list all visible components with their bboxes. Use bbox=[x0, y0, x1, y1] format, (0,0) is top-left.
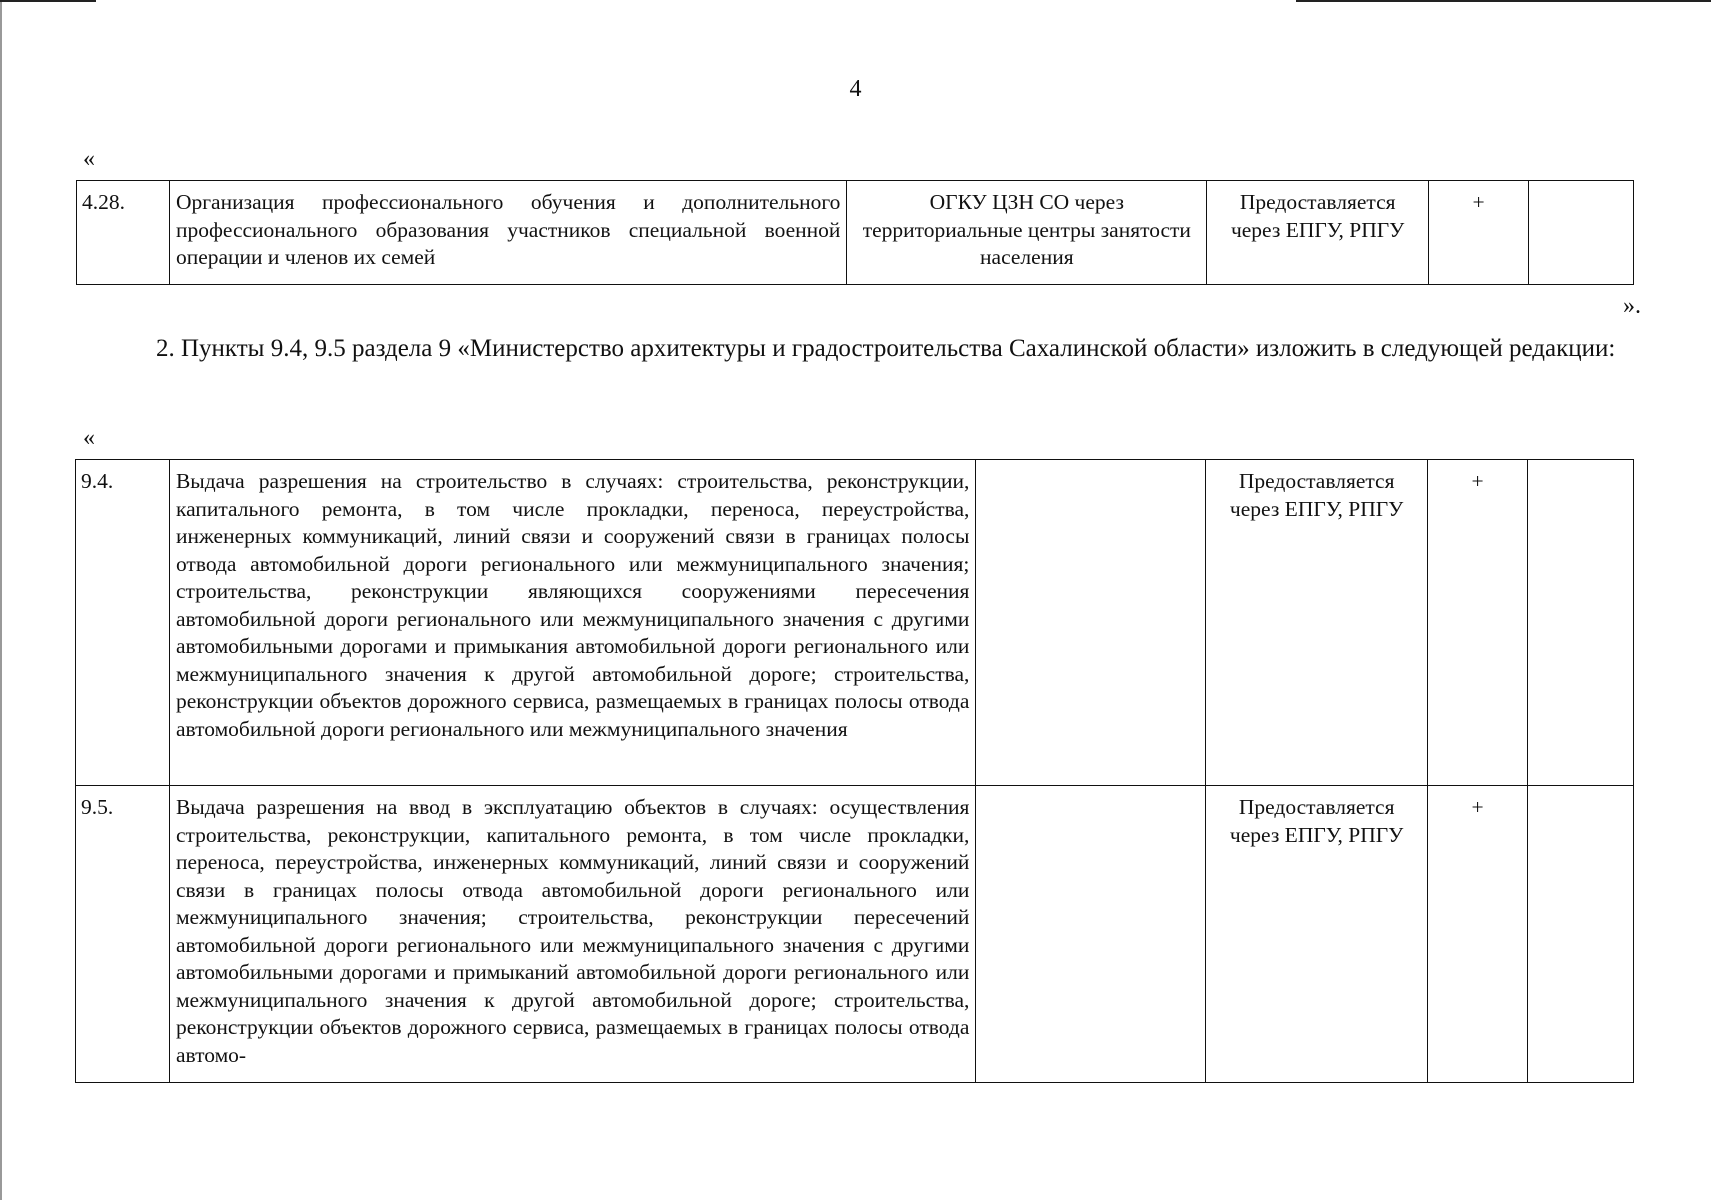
responsible-organization bbox=[976, 460, 1206, 786]
scan-mark bbox=[0, 0, 96, 2]
opening-quote: « bbox=[83, 425, 95, 451]
table-row bbox=[76, 786, 1634, 1083]
plus-mark: + bbox=[1428, 786, 1528, 1083]
empty-cell bbox=[1528, 460, 1634, 786]
plus-mark: + bbox=[1428, 460, 1528, 786]
table-row bbox=[76, 460, 1634, 786]
empty-cell bbox=[1528, 786, 1634, 1083]
amendment-paragraph: 2. Пункты 9.4, 9.5 раздела 9 «Министерство архитектуры и градостроительства Сахалинской области» изложить в следующей редакции: bbox=[156, 335, 1616, 362]
services-table-2 bbox=[75, 459, 1634, 1083]
table-row bbox=[77, 181, 1634, 285]
provision-method: Предоставляется через ЕПГУ, РПГУ bbox=[1206, 460, 1428, 786]
closing-quote: ». bbox=[1623, 293, 1641, 319]
provision-method: Предоставляется через ЕПГУ, РПГУ bbox=[1206, 786, 1428, 1083]
service-description: Выдача разрешения на ввод в эксплуатацию объектов в случаях: осуществления строительства, реконструкции, капитального ремонта, в том числе прокладки, переноса, переустройства, инженерных коммуникаций, линий связи и сооружений связи в границах полосы отвода автомобильной дороги регионального или межмуниципального значения; строительства, реконструкции пересечений автомобильной дороги регионального или межмуниципального значения с другими автомобильными дорогами и примыканий автомобильной дороги регионального или межмуниципального значения к другой автомобильной дороге; строительства, реконструкции объектов дорожного сервиса, размещаемых в границах полосы отвода автомо- bbox=[169, 786, 975, 1083]
provision-method: Предоставляется через ЕПГУ, РПГУ bbox=[1207, 181, 1429, 285]
item-number: 9.5. bbox=[76, 786, 170, 1083]
responsible-organization: ОГКУ ЦЗН СО через территориальные центры занятости населения bbox=[847, 181, 1207, 285]
empty-cell bbox=[1529, 181, 1634, 285]
service-description: Выдача разрешения на строительство в случаях: строительства, реконструкции, капитального ремонта, в том числе прокладки, переноса, переустройства, инженерных коммуникаций, линий связи и сооружений связи в границах полосы отвода автомобильной дороги регионального или межмуниципального значения; строительства, реконструкции являющихся сооружениями пересечения автомобильной дороги регионального или межмуниципального значения с другими автомобильными дорогами и примыкания автомобильной дороги регионального или межмуниципального значения к другой автомобильной дороге; строительства, реконструкции объектов дорожного сервиса, размещаемых в границах полосы отвода автомобильной дороги регионального или межмуниципального значения bbox=[169, 460, 975, 786]
opening-quote: « bbox=[83, 146, 95, 172]
responsible-organization bbox=[976, 786, 1206, 1083]
plus-mark: + bbox=[1429, 181, 1529, 285]
item-number: 9.4. bbox=[76, 460, 170, 786]
item-number: 4.28. bbox=[77, 181, 170, 285]
service-description: Организация профессионального обучения и дополнительного профессионального образования участников специальной военной операции и членов их семей bbox=[169, 181, 846, 285]
services-table-1 bbox=[76, 180, 1634, 285]
page-edge bbox=[0, 0, 2, 1200]
page-number: 4 bbox=[849, 76, 862, 102]
scan-mark bbox=[1296, 0, 1711, 2]
